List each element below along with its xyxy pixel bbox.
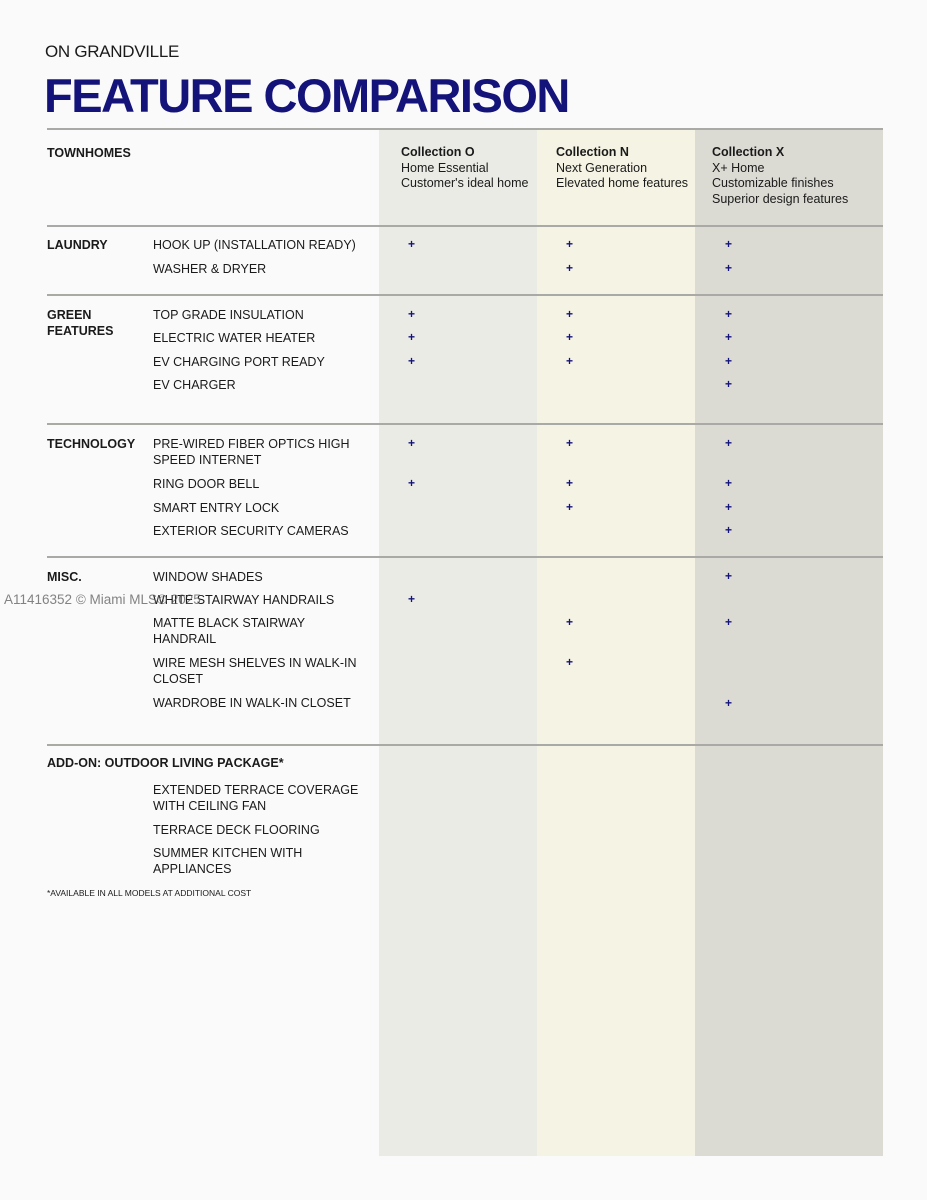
column-header-o — [401, 145, 528, 192]
feature-label: WASHER & DRYER — [153, 262, 267, 276]
column-desc: X+ Home — [712, 160, 765, 175]
included-plus-icon: + — [566, 436, 574, 450]
feature-label: EV CHARGING PORT READY — [153, 355, 325, 369]
watermark: A11416352 © Miami MLS© 2025 — [4, 592, 201, 607]
divider — [47, 294, 883, 296]
included-plus-icon: + — [566, 261, 574, 275]
included-plus-icon: + — [725, 569, 733, 583]
feature-label: WHITE STAIRWAY HANDRAILS — [153, 593, 335, 607]
feature-label: ELECTRIC WATER HEATER — [153, 331, 316, 345]
column-name: Collection N — [556, 145, 629, 159]
included-plus-icon: + — [725, 377, 733, 391]
included-plus-icon: + — [566, 476, 574, 490]
included-plus-icon: + — [725, 500, 733, 514]
feature-label: SMART ENTRY LOCK — [153, 501, 280, 515]
column-desc: Home Essential — [401, 160, 489, 175]
included-plus-icon: + — [725, 436, 733, 450]
included-plus-icon: + — [725, 696, 733, 710]
page-title: FEATURE COMPARISON — [44, 69, 569, 122]
footnote: *AVAILABLE IN ALL MODELS AT ADDITIONAL COST — [47, 888, 252, 898]
included-plus-icon: + — [725, 476, 733, 490]
feature-label: MATTE BLACK STAIRWAY HANDRAIL — [153, 616, 305, 646]
section-label: GREEN FEATURES — [47, 308, 114, 338]
feature-label: WINDOW SHADES — [153, 570, 263, 584]
included-plus-icon: + — [725, 261, 733, 275]
feature-label: EV CHARGER — [153, 378, 236, 392]
feature-label: RING DOOR BELL — [153, 477, 260, 491]
feature-label: WIRE MESH SHELVES IN WALK-IN CLOSET — [153, 656, 357, 686]
divider — [47, 128, 883, 130]
section-label: ADD-ON: OUTDOOR LIVING PACKAGE* — [47, 756, 284, 770]
included-plus-icon: + — [725, 330, 733, 344]
included-plus-icon: + — [566, 500, 574, 514]
included-plus-icon: + — [725, 307, 733, 321]
section-label: TECHNOLOGY — [47, 437, 136, 451]
included-plus-icon: + — [408, 592, 416, 606]
included-plus-icon: + — [408, 436, 416, 450]
feature-label: TERRACE DECK FLOORING — [153, 823, 320, 837]
column-desc: Customer's ideal home — [401, 176, 529, 190]
included-plus-icon: + — [725, 615, 733, 629]
column-name: Collection O — [401, 145, 475, 159]
included-plus-icon: + — [566, 307, 574, 321]
feature-label: PRE-WIRED FIBER OPTICS HIGH SPEED INTERNET — [153, 437, 350, 467]
included-plus-icon: + — [725, 354, 733, 368]
column-bg-collection-x — [695, 128, 883, 1156]
included-plus-icon: + — [408, 330, 416, 344]
column-header-x — [712, 145, 848, 207]
divider — [47, 423, 883, 425]
column-desc: Next Generation — [556, 160, 648, 175]
divider — [47, 225, 883, 227]
feature-label: SUMMER KITCHEN WITH APPLIANCES — [153, 846, 303, 876]
column-desc: Elevated home features — [556, 176, 689, 190]
section-label: LAUNDRY — [47, 238, 108, 252]
included-plus-icon: + — [408, 237, 416, 251]
column-bg-collection-o — [379, 128, 537, 1156]
column-name: Collection X — [712, 145, 785, 159]
corner-label: TOWNHOMES — [47, 146, 131, 160]
column-desc: Customizable finishes — [712, 176, 834, 190]
included-plus-icon: + — [408, 354, 416, 368]
included-plus-icon: + — [566, 330, 574, 344]
divider — [47, 744, 883, 746]
included-plus-icon: + — [408, 476, 416, 490]
included-plus-icon: + — [725, 523, 733, 537]
feature-label: EXTERIOR SECURITY CAMERAS — [153, 524, 349, 538]
feature-label: TOP GRADE INSULATION — [153, 308, 304, 322]
section-label: MISC. — [47, 570, 82, 584]
column-bg-collection-n — [537, 128, 695, 1156]
column-header-n — [556, 145, 688, 192]
column-desc: Superior design features — [712, 191, 849, 206]
included-plus-icon: + — [566, 354, 574, 368]
feature-label: HOOK UP (INSTALLATION READY) — [153, 238, 356, 252]
feature-label: EXTENDED TERRACE COVERAGE WITH CEILING FAN — [153, 783, 359, 813]
included-plus-icon: + — [566, 237, 574, 251]
feature-label: WARDROBE IN WALK-IN CLOSET — [153, 696, 351, 710]
included-plus-icon: + — [566, 615, 574, 629]
included-plus-icon: + — [725, 237, 733, 251]
divider — [47, 556, 883, 558]
page-subtitle: ON GRANDVILLE — [45, 42, 180, 61]
included-plus-icon: + — [408, 307, 416, 321]
included-plus-icon: + — [566, 655, 574, 669]
